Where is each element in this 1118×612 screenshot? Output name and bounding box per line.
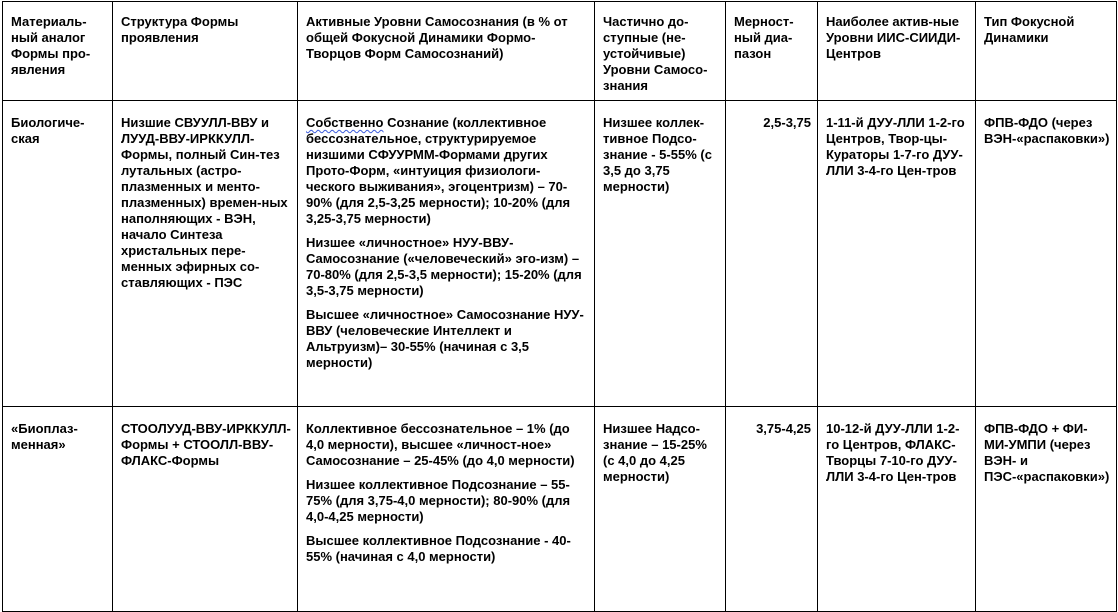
header-dynamics: Тип Фокусной Динамики bbox=[976, 2, 1117, 101]
cell-structure: СТООЛУУД-ВВУ-ИРККУЛЛ-Формы + СТООЛЛ-ВВУ-ФЛАКС-Формы bbox=[113, 407, 298, 612]
level-paragraph: Высшее коллективное Подсознание - 40-55% (начиная с 4,0 мерности) bbox=[306, 533, 571, 564]
cell-range: 3,75-4,25 bbox=[726, 407, 818, 612]
cell-centers: 10-12-й ДУУ-ЛЛИ 1-2-го Центров, ФЛАКС-Творцы 7-10-го ДУУ-ЛЛИ 3-4-го Цен-тров bbox=[818, 407, 976, 612]
header-partial-levels: Частично до-ступные (не-устойчивые) Уровни Самосо-знания bbox=[595, 2, 726, 101]
header-centers: Наиболее актив-ные Уровни ИИС-СИИДИ-Центров bbox=[818, 2, 976, 101]
header-structure: Структура Формы проявления bbox=[113, 2, 298, 101]
forms-table bbox=[2, 1, 1117, 612]
level-paragraph: Собственно Сознание (коллективное бессознательное, структурируемое низшими СФУУРММ-Формами других Прото-Форм, «интуиция физиологи-ческого выживания», эгоцентризм) – 70-90% (для 2,5-3,25 мерности); 10-20% (для 3,25-3,75 мерности) bbox=[306, 115, 571, 226]
cell-analog: «Биоплаз-менная» bbox=[3, 407, 113, 612]
level-paragraph: Низшее «личностное» НУУ-ВВУ-Самосознание («человеческий» эго-изм) – 70-80% (для 2,5-3,5 мерности); 15-20% (для 3,5-3,75 мерности) bbox=[306, 235, 582, 298]
header-active-levels: Активные Уровни Самосознания (в % от общей Фокусной Динамики Формо-Творцов Форм Самосознаний) bbox=[298, 2, 595, 101]
level-paragraph: Коллективное бессознательное – 1% (до 4,0 мерности), высшее «личност-ное» Самосознание – 25-45% (до 4,0 мерности) bbox=[306, 421, 575, 468]
cell-active-levels bbox=[298, 101, 595, 407]
table-row bbox=[3, 407, 1117, 612]
cell-range: 2,5-3,75 bbox=[726, 101, 818, 407]
cell-dynamics: ФПВ-ФДО + ФИ-МИ-УМПИ (через ВЭН- и ПЭС-«распаковки») bbox=[976, 407, 1117, 612]
cell-structure: Низшие СВУУЛЛ-ВВУ и ЛУУД-ВВУ-ИРККУЛЛ-Формы, полный Син-тез лутальных (астро-плазменных и менто-плазменных) времен-ных наполняющих - ВЭН, начало Синтеза христальных пере-менных эфирных со-ставляющих - ПЭС bbox=[113, 101, 298, 407]
cell-active-levels bbox=[298, 407, 595, 612]
level-paragraph: Низшее коллективное Подсознание – 55-75% (для 3,75-4,0 мерности); 80-90% (для 4,0-4,25 мерности) bbox=[306, 477, 571, 524]
table-row bbox=[3, 101, 1117, 407]
header-analog: Материаль-ный аналог Формы про-явления bbox=[3, 2, 113, 101]
cell-analog: Биологиче-ская bbox=[3, 101, 113, 407]
level-paragraph: Высшее «личностное» Самосознание НУУ-ВВУ (человеческие Интеллект и Альтруизм)– 30-55% (начиная с 3,5 мерности) bbox=[306, 307, 584, 370]
header-range: Мерност-ный диа-пазон bbox=[726, 2, 818, 101]
cell-centers: 1-11-й ДУУ-ЛЛИ 1-2-го Центров, Твор-цы-Кураторы 1-7-го ДУУ-ЛЛИ 3-4-го Цен-тров bbox=[818, 101, 976, 407]
header-row bbox=[3, 2, 1117, 101]
cell-partial-levels: Низшее коллек-тивное Подсо-знание - 5-55% (с 3,5 до 3,75 мерности) bbox=[595, 101, 726, 407]
cell-partial-levels: Низшее Надсо-знание – 15-25% (с 4,0 до 4,25 мерности) bbox=[595, 407, 726, 612]
cell-dynamics: ФПВ-ФДО (через ВЭН-«распаковки») bbox=[976, 101, 1117, 407]
spellcheck-word: Собственно bbox=[306, 115, 384, 130]
